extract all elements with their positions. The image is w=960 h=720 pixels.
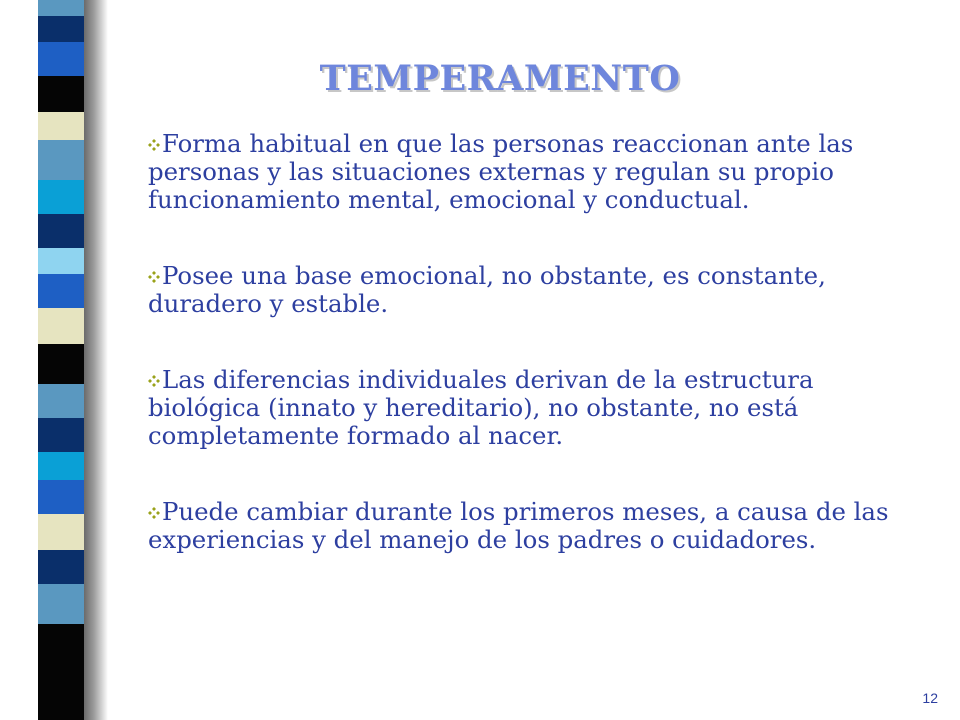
stripe-block bbox=[38, 308, 84, 344]
left-decoration bbox=[0, 0, 108, 720]
stripe-block bbox=[38, 16, 84, 42]
stripe-block bbox=[38, 550, 84, 584]
stripe-block bbox=[38, 344, 84, 384]
color-stripe bbox=[38, 0, 84, 720]
stripe-block bbox=[38, 514, 84, 550]
diamond-quad-icon bbox=[148, 139, 160, 151]
bullet-text: Puede cambiar durante los primeros meses, a causa de las experiencias y del manejo de los padres o cuidadores. bbox=[148, 497, 889, 554]
diamond-quad-icon bbox=[148, 375, 160, 387]
bullet-item bbox=[148, 130, 928, 214]
stripe-block bbox=[38, 584, 84, 624]
bullet-text: Las diferencias individuales derivan de la estructura biológica (innato y hereditario), no obstante, no está completamente formado al nacer. bbox=[148, 365, 814, 450]
stripe-block bbox=[38, 76, 84, 112]
stripe-block bbox=[38, 384, 84, 418]
slide-title: TEMPERAMENTO bbox=[319, 58, 681, 99]
bullet-text: Posee una base emocional, no obstante, es constante, duradero y estable. bbox=[148, 261, 826, 318]
bullet-item bbox=[148, 498, 928, 554]
stripe-block bbox=[38, 180, 84, 214]
stripe-block bbox=[38, 624, 84, 720]
bullet-item bbox=[148, 262, 928, 318]
diamond-quad-icon bbox=[148, 271, 160, 283]
stripe-block bbox=[38, 248, 84, 274]
stripe-block bbox=[38, 0, 84, 16]
stripe-block bbox=[38, 112, 84, 140]
stripe-block bbox=[38, 452, 84, 480]
stripe-block bbox=[38, 480, 84, 514]
stripe-block bbox=[38, 214, 84, 248]
diamond-quad-icon bbox=[148, 507, 160, 519]
bullet-text: Forma habitual en que las personas reaccionan ante las personas y las situaciones externas y regulan su propio funcionamiento mental, emocional y conductual. bbox=[148, 129, 854, 214]
stripe-block bbox=[38, 418, 84, 452]
page-number: 12 bbox=[922, 690, 938, 706]
stripe-block bbox=[38, 42, 84, 76]
stripe-block bbox=[38, 274, 84, 308]
stripe-block bbox=[38, 140, 84, 180]
bullet-list bbox=[148, 130, 928, 602]
bullet-item bbox=[148, 366, 928, 450]
stripe-shadow bbox=[84, 0, 108, 720]
